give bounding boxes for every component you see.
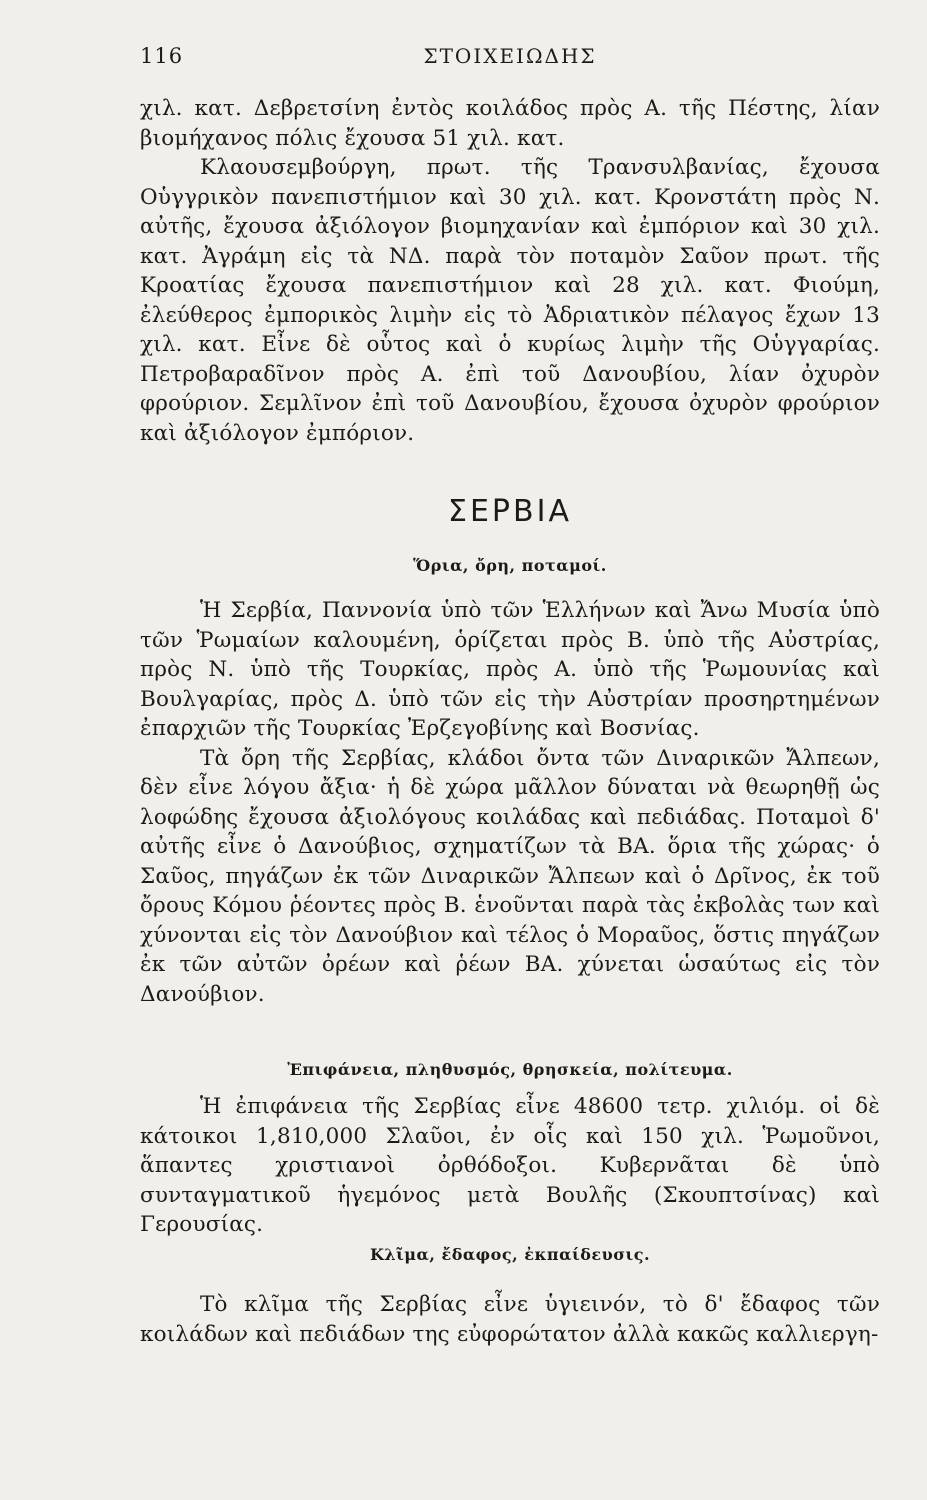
subheading-borders: Ὅρια, ὄρη, ποταμοί. bbox=[413, 556, 607, 575]
area-paragraph-1: Ἡ ἐπιφάνεια τῆς Σερβίας εἶνε 48600 τετρ. χιλιόμ. οἱ δὲ κάτοικοι 1,810,000 Σλαῦοι, ἐν οἷς καὶ 150 χιλ. Ῥωμοῦνοι, ἅπαντες χριστιανοὶ ὀρθόδοξοι. Κυβερνᾶται δὲ ὑπὸ συνταγματικοῦ ἡγεμόνος μετὰ Βουλῆς (Σκουπτσίνας) καὶ Γερουσίας. bbox=[140, 1094, 880, 1237]
subheading-area: Ἐπιφάνεια, πληθυσμός, θρησκεία, πολίτευμα. bbox=[287, 1060, 733, 1079]
borders-text bbox=[140, 596, 880, 1009]
borders-paragraph-2: Τὰ ὄρη τῆς Σερβίας, κλάδοι ὄντα τῶν Διναρικῶν Ἄλπεων, δὲν εἶνε λόγου ἄξια· ἡ δὲ χώρα μᾶλλον δύναται νὰ θεωρηθῇ ὡς λοφώδης ἔχουσα ἀξιολόγους κοιλάδας καὶ πεδιάδας. Ποταμοὶ δ' αὐτῆς εἶνε ὁ Δανούβιος, σχηματίζων τὰ ΒΑ. ὅρια τῆς χώρας· ὁ Σαῦος, πηγάζων ἐκ τῶν Διναρικῶν Ἄλπεων καὶ ὁ Δρῖνος, ἐκ τοῦ ὄρους Κόμου ῥέοντες πρὸς Β. ἑνοῦνται παρὰ τὰς ἐκβολὰς των καὶ χύνονται εἰς τὸν Δανούβιον καὶ τέλος ὁ Μοραῦος, ὅστις πηγάζων ἐκ τῶν αὐτῶν ὀρέων καὶ ῥέων ΒΑ. χύνεται ὡσαύτως εἰς τὸν Δανούβιον. bbox=[140, 745, 880, 1007]
area-text bbox=[140, 1092, 880, 1240]
intro-text bbox=[140, 94, 880, 448]
page-number: 116 bbox=[140, 44, 184, 68]
running-head: ΣΤΟΙΧΕΙΩΔΗΣ bbox=[423, 44, 597, 68]
section-title: ΣΕΡΒΙΑ bbox=[448, 494, 572, 529]
subheading-climate: Κλῖμα, ἔδαφος, ἐκπαίδευσις. bbox=[369, 1245, 651, 1264]
climate-paragraph-1: Τὸ κλῖμα τῆς Σερβίας εἶνε ὑγιεινόν, τὸ δ' ἔδαφος τῶν κοιλάδων καὶ πεδιάδων της εὐφορώτατον ἀλλὰ κακῶς καλλιεργη- bbox=[140, 1292, 880, 1347]
intro-paragraph-1: χιλ. κατ. Δεβρετσίνη ἐντὸς κοιλάδος πρὸς Α. τῆς Πέστης, λίαν βιομήχανος πόλις ἔχουσα 51 χιλ. κατ. bbox=[140, 96, 880, 151]
borders-paragraph-1: Ἡ Σερβία, Παννονία ὑπὸ τῶν Ἑλλήνων καὶ Ἄνω Μυσία ὑπὸ τῶν Ῥωμαίων καλουμένη, ὁρίζεται πρὸς Β. ὑπὸ τῆς Αὐστρίας, πρὸς Ν. ὑπὸ τῆς Τουρκίας, πρὸς Α. ὑπὸ τῆς Ῥωμουνίας καὶ Βουλγαρίας, πρὸς Δ. ὑπὸ τῶν εἰς τὴν Αὐστρίαν προσηρτημένων ἐπαρχιῶν τῆς Τουρκίας Ἐρζεγοβίνης καὶ Βοσνίας. bbox=[140, 598, 880, 741]
page-header bbox=[140, 44, 880, 74]
intro-paragraph-2: Κλαουσεμβούργη, πρωτ. τῆς Τρανσυλβανίας, ἔχουσα Οὑγγρικὸν πανεπιστήμιον καὶ 30 χιλ. κατ. Κρονστάτη πρὸς Ν. αὐτῆς, ἔχουσα ἀξιόλογον βιομηχανίαν καὶ ἐμπόριον καὶ 30 χιλ. κατ. Ἀγράμη εἰς τὰ ΝΔ. παρὰ τὸν ποταμὸν Σαῦον πρωτ. τῆς Κροατίας ἔχουσα πανεπιστήμιον καὶ 28 χιλ. κατ. Φιούμη, ἐλεύθερος ἐμπορικὸς λιμὴν εἰς τὸ Ἀδριατικὸν πέλαγος ἔχων 13 χιλ. κατ. Εἶνε δὲ οὗτος καὶ ὁ κυρίως λιμὴν τῆς Οὑγγαρίας. Πετροβαραδῖνον πρὸς Α. ἐπὶ τοῦ Δανουβίου, λίαν ὀχυρὸν φρούριον. Σεμλῖνον ἐπὶ τοῦ Δανουβίου, ἔχουσα ὀχυρὸν φρούριον καὶ ἀξιόλογον ἐμπόριον. bbox=[140, 155, 880, 446]
climate-text bbox=[140, 1290, 880, 1349]
